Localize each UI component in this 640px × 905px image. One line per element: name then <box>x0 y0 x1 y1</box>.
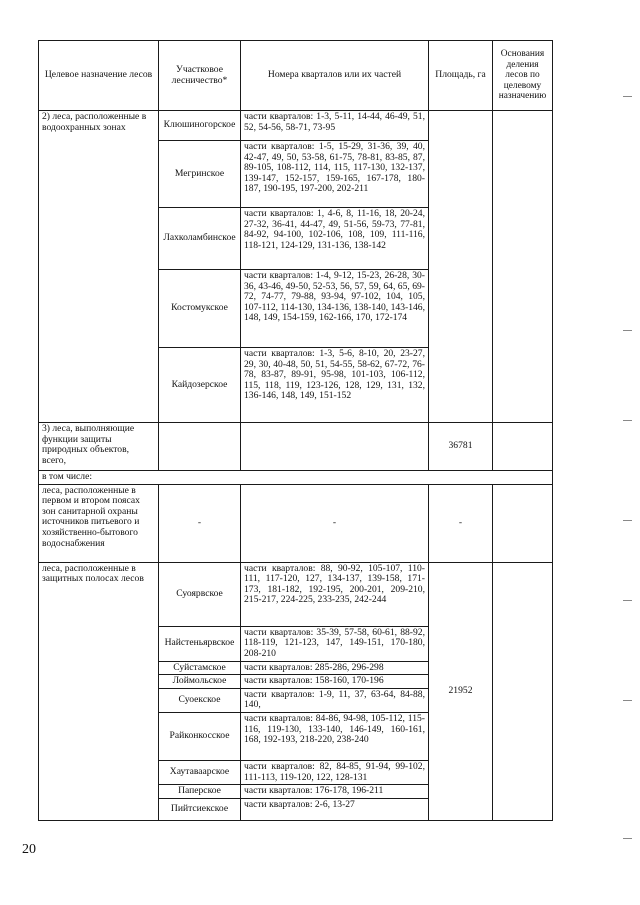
section3-basis <box>493 423 553 471</box>
district-cell: Суйстамское <box>159 661 241 675</box>
protective-area: 21952 <box>429 562 493 820</box>
quarters-cell: части кварталов: 1-5, 15-29, 31-36, 39, 40, 42-47, 49, 50, 53-58, 61-75, 78-81, 83-85, 87, 89-105, 108-112, 114, 115, 117-130, 132-137, 139-147, 152-157, 159-165, 167-178, 180-187, 190-195, 197-200, 202-211 <box>241 141 429 208</box>
quarters-cell: части кварталов: 84-86, 94-98, 105-112, 115-116, 119-130, 133-140, 146-149, 160-161, 168, 192-193, 218-220, 238-240 <box>241 712 429 760</box>
table-row <box>39 111 553 141</box>
quarters-cell: части кварталов: 176-178, 196-211 <box>241 785 429 799</box>
quarters-cell: части кварталов: 1-9, 11, 37, 63-64, 84-88, 140, <box>241 688 429 712</box>
table-row <box>39 562 553 626</box>
header-forest-purpose: Целевое назначение лесов <box>39 41 159 111</box>
header-district: Участковое лесничество* <box>159 41 241 111</box>
section2-area <box>429 111 493 423</box>
district-cell: Райконкосское <box>159 712 241 760</box>
header-area: Площадь, га <box>429 41 493 111</box>
quarters-cell: части кварталов: 1-3, 5-6, 8-10, 20, 23-27, 29, 30, 40-48, 50, 51, 54-55, 58-62, 67-72, 76-78, 83-87, 89-91, 95-98, 101-103, 106-112, 115, 118, 119, 123-126, 128, 129, 131, 132, 136-146, 148, 149, 151-152 <box>241 348 429 423</box>
scan-edge-mark <box>623 520 632 521</box>
table-row <box>39 423 553 471</box>
quarters-cell: части кварталов: 158-160, 170-196 <box>241 675 429 689</box>
district-cell: Лоймольское <box>159 675 241 689</box>
scan-edge-mark <box>623 600 632 601</box>
sanitary-basis <box>493 484 553 562</box>
scan-edge-mark <box>623 420 632 421</box>
section3-area: 36781 <box>429 423 493 471</box>
district-cell: Суоекское <box>159 688 241 712</box>
sanitary-label: леса, расположенные в первом и втором поясах зон санитарной охраны источников питьевого и хозяйственно-бытового водоснабжения <box>39 484 159 562</box>
protective-basis <box>493 562 553 820</box>
quarters-cell: части кварталов: 35-39, 57-58, 60-61, 88-92, 118-119, 121-123, 147, 149-151, 170-180, 208-210 <box>241 626 429 661</box>
scan-edge-mark <box>623 700 632 701</box>
section3-district <box>159 423 241 471</box>
including-label: в том числе: <box>39 471 553 485</box>
forest-purpose-table <box>38 40 553 821</box>
district-cell: Пийтсиекское <box>159 798 241 820</box>
quarters-cell: части кварталов: 82, 84-85, 91-94, 99-102, 111-113, 119-120, 122, 128-131 <box>241 760 429 784</box>
district-cell: Хаутаваарское <box>159 760 241 784</box>
district-cell: Суоярвское <box>159 562 241 626</box>
section2-label: 2) леса, расположенные в водоохранных зонах <box>39 111 159 423</box>
quarters-cell: части кварталов: 1, 4-6, 8, 11-16, 18, 20-24, 27-32, 36-41, 44-47, 49, 51-56, 59-73, 77-81, 84-92, 94-100, 102-106, 108, 109, 111-116, 118-121, 124-129, 131-136, 138-142 <box>241 208 429 270</box>
section3-quarters <box>241 423 429 471</box>
quarters-cell: части кварталов: 88, 90-92, 105-107, 110-111, 117-120, 127, 134-137, 139-158, 171-173, 181-182, 192-195, 200-201, 209-210, 215-217, 224-225, 233-235, 242-244 <box>241 562 429 626</box>
table-row <box>39 484 553 562</box>
page-number: 20 <box>22 842 36 857</box>
sanitary-area: - <box>429 484 493 562</box>
district-cell: Найстеньярвское <box>159 626 241 661</box>
district-cell: Кайдозерское <box>159 348 241 423</box>
section2-basis <box>493 111 553 423</box>
table-header-row <box>39 41 553 111</box>
district-cell: Костомукское <box>159 270 241 348</box>
district-cell: Мегринское <box>159 141 241 208</box>
scan-edge-mark <box>623 96 632 97</box>
quarters-cell: части кварталов: 1-3, 5-11, 14-44, 46-49, 51, 52, 54-56, 58-71, 73-95 <box>241 111 429 141</box>
header-quarters: Номера кварталов или их частей <box>241 41 429 111</box>
district-cell: Клюшиногорское <box>159 111 241 141</box>
sanitary-quarters: - <box>241 484 429 562</box>
sanitary-district: - <box>159 484 241 562</box>
table-row <box>39 471 553 485</box>
district-cell: Лахколамбинское <box>159 208 241 270</box>
quarters-cell: части кварталов: 2-6, 13-27 <box>241 798 429 820</box>
quarters-cell: части кварталов: 1-4, 9-12, 15-23, 26-28, 30-36, 43-46, 49-50, 52-53, 56, 57, 59, 64, 65, 69-72, 74-77, 79-88, 93-94, 97-102, 104, 105, 107-112, 114-130, 134-136, 138-140, 143-146, 148, 149, 154-159, 162-166, 170, 172-174 <box>241 270 429 348</box>
header-basis: Основания деления лесов по целевому назначению <box>493 41 553 111</box>
quarters-cell: части кварталов: 285-286, 296-298 <box>241 661 429 675</box>
scan-edge-mark <box>623 838 632 839</box>
section3-label: 3) леса, выполняющие функции защиты природных объектов, всего, <box>39 423 159 471</box>
district-cell: Паперское <box>159 785 241 799</box>
protective-label: леса, расположенные в защитных полосах лесов <box>39 562 159 820</box>
scan-edge-mark <box>623 330 632 331</box>
